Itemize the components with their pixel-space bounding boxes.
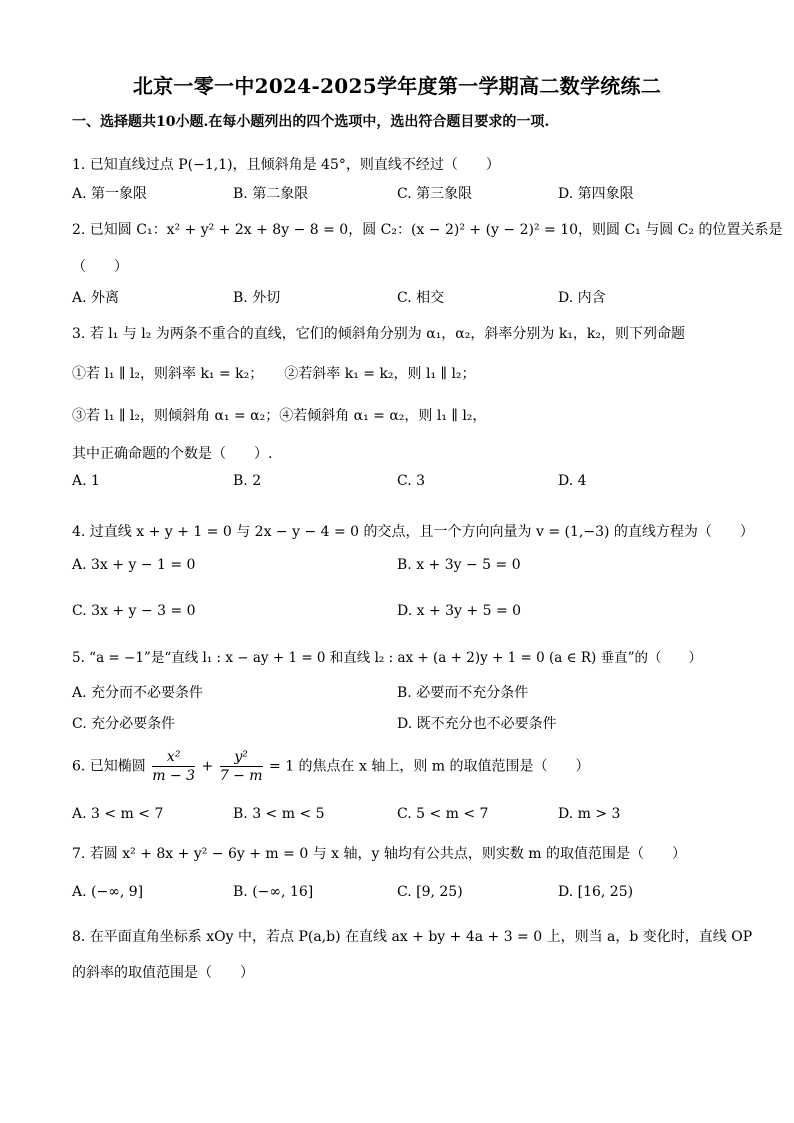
- question-4-option-d: D. x + 3y + 5 = 0: [397, 603, 522, 619]
- question-2-option-a: A. 外离: [72, 290, 120, 306]
- question-1-option-a: A. 第一象限: [72, 186, 148, 202]
- question-1-option-b: B. 第二象限: [233, 186, 309, 202]
- question-6-fraction-y: [220, 748, 263, 785]
- fraction-x-numerator: x²: [152, 748, 195, 767]
- fraction-y-numerator: y²: [220, 748, 263, 767]
- question-6-suffix: = 1 的焦点在 x 轴上，则 m 的取值范围是（ ）: [269, 758, 590, 775]
- question-8-stem-continued: 的斜率的取值范围是（ ）: [72, 965, 254, 981]
- question-1-option-c: C. 第三象限: [397, 186, 473, 202]
- question-6-option-c: C. 5 < m < 7: [397, 806, 489, 822]
- page-title: 北京一零一中2024-2025学年度第一学期高二数学统练二: [132, 74, 662, 98]
- question-6-fraction-x: [152, 748, 195, 785]
- question-7-option-b: B. (−∞, 16]: [233, 884, 314, 900]
- question-1-stem: 1. 已知直线过点 P(−1,1)，且倾斜角是 45°，则直线不经过（ ）: [72, 157, 500, 173]
- question-5-option-a: A. 充分而不必要条件: [72, 685, 204, 701]
- question-2-option-c: C. 相交: [397, 290, 445, 306]
- section-heading: 一、选择题共10小题.在每小题列出的四个选项中，选出符合题目要求的一项.: [72, 114, 550, 130]
- question-5-option-d: D. 既不充分也不必要条件: [397, 716, 557, 732]
- question-4-stem: 4. 过直线 x + y + 1 = 0 与 2x − y − 4 = 0 的交点，且一个方向向量为 v = (1,−3) 的直线方程为（ ）: [72, 524, 754, 540]
- question-2-option-d: D. 内含: [558, 290, 606, 306]
- question-6-option-b: B. 3 < m < 5: [233, 806, 325, 822]
- question-6-plus: +: [201, 758, 214, 775]
- question-6-option-d: D. m > 3: [558, 806, 621, 822]
- fraction-y-denominator: 7 − m: [219, 768, 263, 784]
- question-3-proposition-1-2: ①若 l₁ ∥ l₂，则斜率 k₁ = k₂； ②若斜率 k₁ = k₂，则 l₁ ∥ l₂；: [72, 366, 476, 382]
- question-4-option-c: C. 3x + y − 3 = 0: [72, 603, 196, 619]
- question-3-option-b: B. 2: [233, 473, 262, 489]
- question-7-option-c: C. [9, 25): [397, 884, 463, 900]
- question-2-option-b: B. 外切: [233, 290, 281, 306]
- question-5-option-b: B. 必要而不充分条件: [397, 685, 529, 701]
- question-4-option-b: B. x + 3y − 5 = 0: [397, 557, 521, 573]
- question-8-stem: 8. 在平面直角坐标系 xOy 中，若点 P(a,b) 在直线 ax + by + 4a + 3 = 0 上，则当 a，b 变化时，直线 OP: [72, 929, 753, 945]
- question-1-option-d: D. 第四象限: [558, 186, 634, 202]
- question-7-option-d: D. [16, 25): [558, 884, 634, 900]
- fraction-x-denominator: m − 3: [152, 768, 196, 784]
- question-5-option-c: C. 充分必要条件: [72, 716, 176, 732]
- question-3-proposition-3-4: ③若 l₁ ∥ l₂，则倾斜角 α₁ = α₂；④若倾斜角 α₁ = α₂，则 l₁ ∥ l₂，: [72, 408, 487, 424]
- question-7-stem: 7. 若圆 x² + 8x + y² − 6y + m = 0 与 x 轴，y 轴均有公共点，则实数 m 的取值范围是（ ）: [72, 846, 687, 862]
- question-3-stem: 3. 若 l₁ 与 l₂ 为两条不重合的直线，它们的倾斜角分别为 α₁，α₂，斜率分别为 k₁，k₂，则下列命题: [72, 326, 686, 342]
- question-3-option-a: A. 1: [72, 473, 100, 489]
- question-4-option-a: A. 3x + y − 1 = 0: [72, 557, 196, 573]
- question-3-option-c: C. 3: [397, 473, 426, 489]
- question-5-stem: 5. “a = −1”是“直线 l₁ : x − ay + 1 = 0 和直线 l₂ : ax + (a + 2)y + 1 = 0 (a ∈ R) 垂直”的（ ）: [72, 650, 702, 666]
- question-6-option-a: A. 3 < m < 7: [72, 806, 164, 822]
- question-2-stem-continued: （ ）: [72, 259, 128, 275]
- question-7-option-a: A. (−∞, 9]: [72, 884, 144, 900]
- question-6-stem: [72, 748, 590, 785]
- question-6-prefix: 6. 已知椭圆: [72, 758, 146, 775]
- question-2-stem: 2. 已知圆 C₁：x² + y² + 2x + 8y − 8 = 0，圆 C₂：(x − 2)² + (y − 2)² = 10，则圆 C₁ 与圆 C₂ 的位置关系是: [72, 222, 783, 238]
- question-3-question: 其中正确命题的个数是（ ）.: [72, 446, 273, 462]
- question-3-option-d: D. 4: [558, 473, 587, 489]
